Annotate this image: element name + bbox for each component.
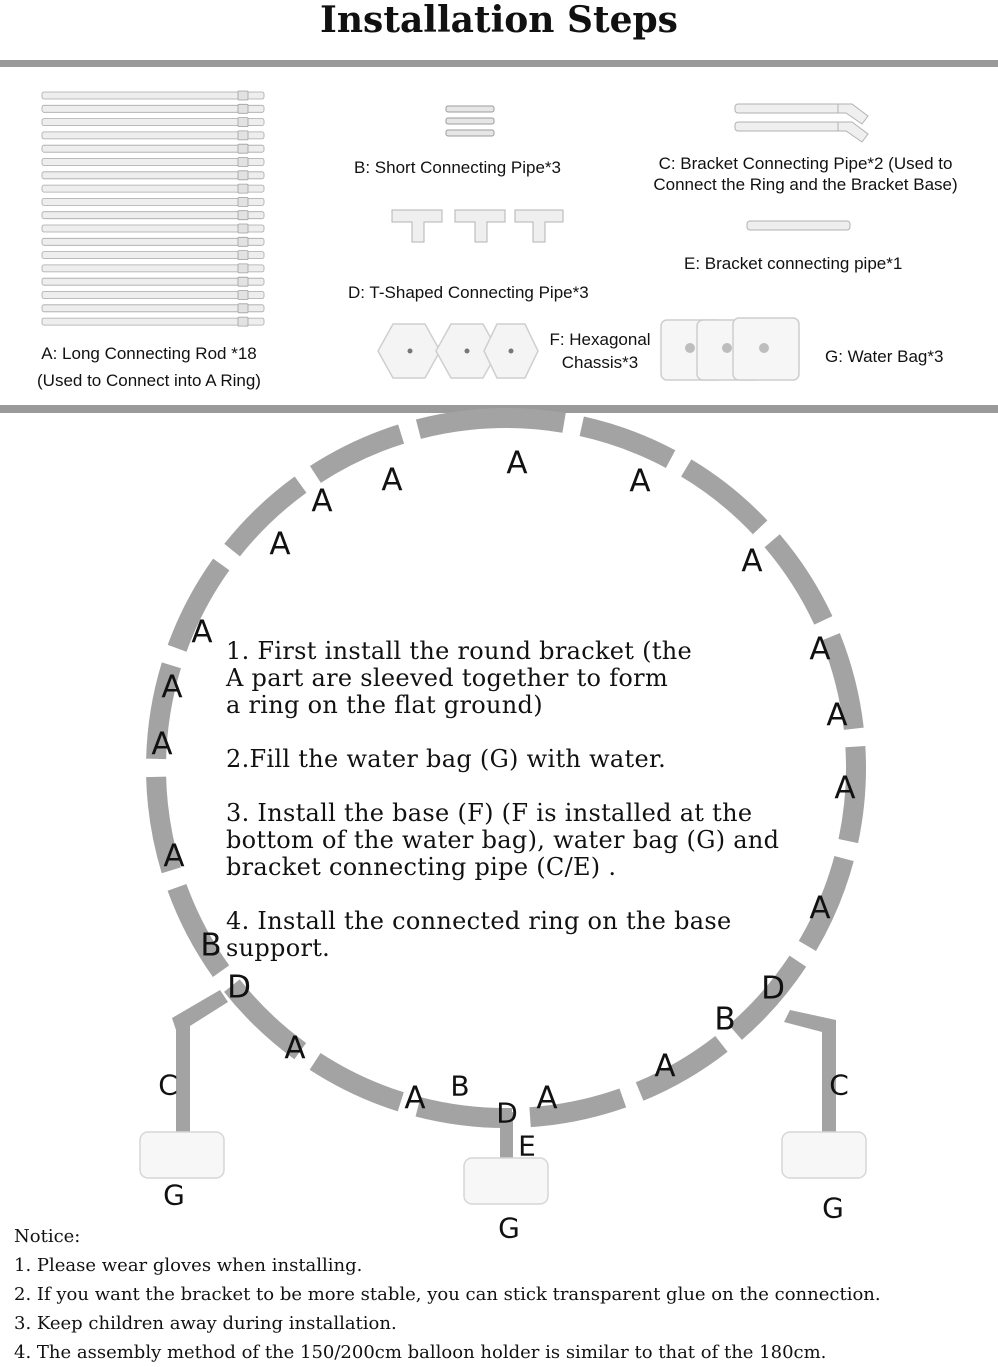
- notice-item: 3. Keep children away during installation.: [14, 1313, 397, 1334]
- ring-letter-g: G: [163, 1178, 185, 1212]
- page-title: Installation Steps: [320, 0, 678, 41]
- short-pipes-image: [446, 106, 494, 136]
- ring-letter-a: A: [381, 462, 403, 499]
- long-rod: [42, 92, 264, 99]
- long-rod-joint: [238, 171, 248, 180]
- ring-letter-a: A: [809, 631, 831, 668]
- long-rod-joint: [238, 224, 248, 233]
- long-rod-joint: [238, 291, 248, 300]
- ring-letter-a: A: [629, 463, 651, 500]
- long-rod: [42, 278, 264, 285]
- ring-letter-a: A: [284, 1030, 306, 1067]
- ring-letter-a: A: [506, 445, 528, 482]
- long-rod-joint: [238, 104, 248, 113]
- part-c-name: C: Bracket Connecting Pipe*2 (Used to: [658, 154, 953, 173]
- ring-letter-b: B: [200, 927, 222, 964]
- hex-chassis-image: [378, 324, 538, 378]
- notice-item: 4. The assembly method of the 150/200cm balloon holder is similar to that of the 180cm.: [14, 1342, 827, 1363]
- water-bags-image: [661, 318, 799, 380]
- long-rod: [42, 252, 264, 259]
- step-3-text: 3. Install the base (F) (F is installed at the bottom of the water bag), water bag (G) and bracket connecting pipe (C/E) .: [226, 799, 780, 881]
- long-rod-joint: [238, 131, 248, 140]
- long-rod: [42, 159, 264, 166]
- long-rod-joint: [238, 277, 248, 286]
- part-a-label: [10, 343, 288, 391]
- long-rod-joint: [238, 184, 248, 193]
- long-rod: [42, 225, 264, 232]
- long-rod-joint: [238, 237, 248, 246]
- long-rod: [42, 212, 264, 219]
- long-rod-joint: [238, 264, 248, 273]
- ring-letter-a: A: [826, 697, 848, 734]
- part-c-note: Connect the Ring and the Bracket Base): [653, 175, 958, 194]
- ring-letter-a: A: [809, 890, 831, 927]
- long-rods-image: [42, 91, 264, 326]
- bracket-pipes-image: [735, 104, 868, 142]
- ring-letter-a: A: [741, 543, 763, 580]
- ring-letter-e: E: [518, 1129, 536, 1163]
- part-f-name: F: Hexagonal: [549, 330, 651, 349]
- ring-letter-a: A: [404, 1080, 426, 1117]
- long-rod: [42, 132, 264, 139]
- ring-letter-d: D: [227, 969, 251, 1006]
- ring-letter-a: A: [163, 838, 185, 875]
- long-rod: [42, 305, 264, 312]
- ring-letter-a: A: [834, 770, 856, 807]
- long-rod: [42, 185, 264, 192]
- long-rod-joint: [238, 304, 248, 313]
- ring-letter-a: A: [161, 669, 183, 706]
- bracket-pipe-e-image: [747, 221, 850, 230]
- part-a-note: (Used to Connect into A Ring): [37, 371, 261, 390]
- notice-item: 2. If you want the bracket to be more stable, you can stick transparent glue on the connection.: [14, 1284, 881, 1305]
- long-rod-joint: [238, 251, 248, 260]
- ring-letter-a: A: [654, 1048, 676, 1085]
- part-b-label: B: Short Connecting Pipe*3: [354, 158, 561, 177]
- part-d-label: D: T-Shaped Connecting Pipe*3: [348, 283, 589, 302]
- long-rod: [42, 172, 264, 179]
- part-g-label: G: Water Bag*3: [825, 347, 944, 366]
- long-rod: [42, 105, 264, 112]
- ring-letter-a: A: [311, 483, 333, 520]
- long-rod-joint: [238, 118, 248, 127]
- t-pipes-image: [392, 210, 563, 242]
- step-2-text: 2.Fill the water bag (G) with water.: [226, 745, 667, 773]
- long-rod: [42, 265, 264, 272]
- ring-letter-c: C: [829, 1068, 849, 1102]
- part-a-name: A: Long Connecting Rod *18: [41, 344, 257, 363]
- long-rod: [42, 145, 264, 152]
- ring-letter-a: A: [191, 614, 213, 651]
- long-rod-joint: [238, 317, 248, 326]
- ring-letter-a: A: [536, 1080, 558, 1117]
- long-rod-joint: [238, 91, 248, 100]
- ring-letter-a: A: [269, 526, 291, 563]
- part-c-label: [618, 153, 993, 195]
- part-f-note: Chassis*3: [561, 353, 639, 372]
- long-rod-joint: [238, 197, 248, 206]
- ring-letter-c: C: [158, 1068, 178, 1102]
- ring-letter-a: A: [151, 726, 173, 763]
- long-rod: [42, 238, 264, 245]
- long-rod: [42, 119, 264, 126]
- ring-letter-g: G: [498, 1211, 520, 1245]
- step-1-text: 1. First install the round bracket (the A part are sleeved together to form a ring on the flat ground): [226, 637, 693, 719]
- long-rod: [42, 292, 264, 299]
- long-rod-joint: [238, 211, 248, 220]
- ring-letter-d: D: [496, 1096, 518, 1130]
- notice-item: 1. Please wear gloves when installing.: [14, 1255, 363, 1276]
- long-rod: [42, 318, 264, 325]
- ring-letter-b: B: [714, 1001, 736, 1038]
- part-e-label: E: Bracket connecting pipe*1: [684, 254, 903, 273]
- long-rod-joint: [238, 158, 248, 167]
- long-rod: [42, 198, 264, 205]
- notice-heading: Notice:: [14, 1226, 81, 1247]
- notice-section: [14, 1222, 881, 1367]
- long-rod-joint: [238, 144, 248, 153]
- ring-letter-g: G: [822, 1191, 844, 1225]
- ring-diagram: [121, 383, 890, 1204]
- ring-letter-d: D: [761, 970, 785, 1007]
- part-f-label: [538, 329, 662, 373]
- step-4-text: 4. Install the connected ring on the base support.: [226, 907, 732, 962]
- ring-letter-b: B: [450, 1069, 470, 1103]
